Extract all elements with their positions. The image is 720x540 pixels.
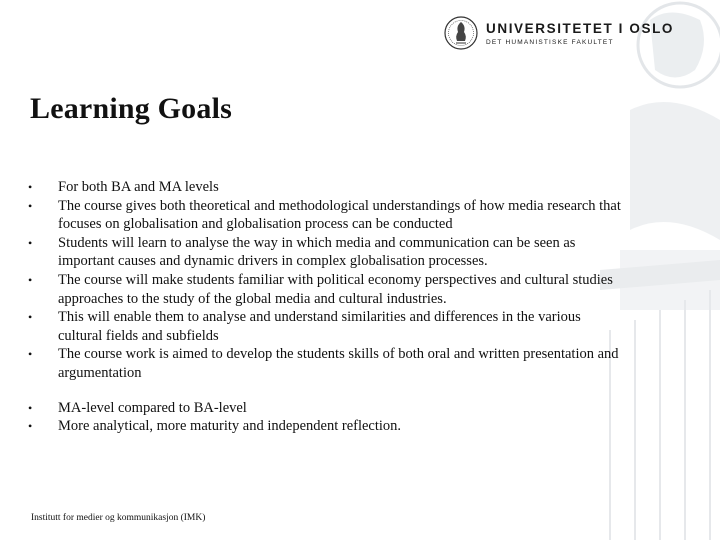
bullet-icon: • [28,235,33,250]
bullet-item: • Students will learn to analyse the way in which media and communication can be seen as important causes and dynamic drivers in complex globalisation processes. [28,234,576,270]
footer-text: Institutt for medier og kommunikasjon (IMK) [31,513,206,523]
bullet-icon: • [28,419,33,434]
bullet-spacer [28,383,628,399]
bullet-item: • The course will make students familiar with political economy perspectives and cultural studies approaches to the study of the global media and cultural industries. [28,271,613,307]
university-logo[interactable] [444,14,674,52]
bullet-item: • The course gives both theoretical and methodological understandings of how media research that focuses on globalisation and globalisation process can be conducted [28,197,621,233]
bullet-item: • More analytical, more maturity and independent reflection. [28,418,402,435]
bullet-icon: • [28,310,33,325]
university-name: UNIVERSITETET I OSLO [486,20,675,36]
bullet-item: • The course work is aimed to develop the students skills of both oral and written presentation and argumentation [28,346,619,381]
bullet-item: • For both BA and MA levels [28,179,219,195]
bullet-icon: • [28,400,33,415]
bullet-icon: • [28,347,33,362]
bullet-item: • This will enable them to analyse and understand similarities and differences in the various cultural fields and subfields [28,309,581,344]
slide-title: Learning Goals [30,92,232,125]
bullet-icon: • [28,272,33,287]
faculty-name: DET HUMANISTISKE FAKULTET [486,38,614,46]
bullet-icon: • [28,180,33,194]
bullet-item: • MA-level compared to BA-level [28,399,247,416]
bullet-icon: • [28,198,33,213]
university-seal-icon [444,14,478,52]
bullet-list [28,178,628,436]
